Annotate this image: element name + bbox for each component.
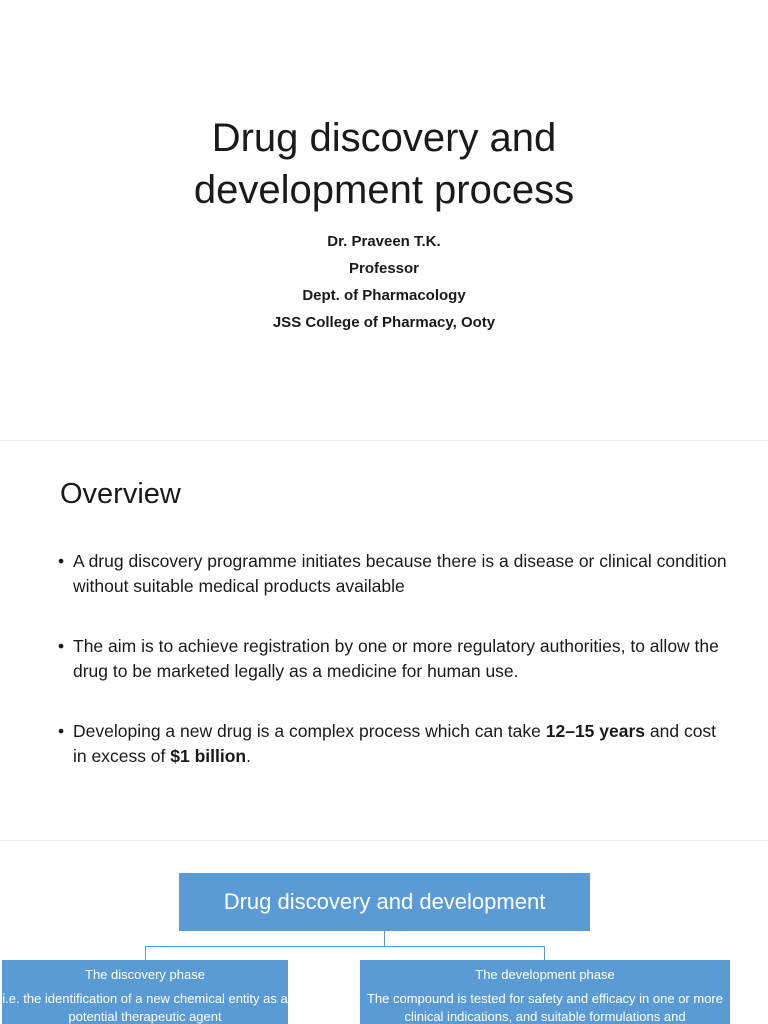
development-phase-box [360,960,730,1024]
connector-line [384,931,385,947]
bullet-item [58,549,728,598]
author-block [0,228,768,336]
overview-bullets [58,549,728,804]
author-department: Dept. of Pharmacology [302,287,466,304]
development-phase-heading: The development phase [475,967,615,982]
top-box: Drug discovery and development [179,873,590,931]
title-line-1: Drug discovery and [211,116,557,160]
title-slide [0,0,768,440]
author-name: Dr. Praveen T.K. [327,233,441,250]
discovery-phase-body: i.e. the identification of a new chemical entity as a potential therapeutic agent [2,991,288,1024]
discovery-phase-box [2,960,288,1024]
connector-line [544,946,545,960]
bullet-dot: • [58,551,65,571]
bullet-cost: $1 billion [170,745,247,766]
bullet-text: A drug discovery programme initiates because there is a disease or clinical condition without suitable medical products available [73,551,727,596]
bullet-text: The aim is to achieve registration by one or more regulatory authorities, to allow the drug to be marketed legally as a medicine for human use. [73,636,719,681]
bullet-text-part: and cost in excess of [73,721,717,766]
bullet-text-part: Developing a new drug is a complex process which can take [73,721,546,741]
connector-line [145,946,545,947]
slide-title [0,112,768,216]
bullet-duration: 12–15 years [545,721,646,741]
development-phase-body: The compound is tested for safety and efficacy in one or more clinical indications, and suitable formulations and [366,991,723,1024]
discovery-phase-heading: The discovery phase [85,967,205,982]
bullet-dot: • [58,636,65,656]
author-institution: JSS College of Pharmacy, Ooty [272,314,496,331]
bullet-dot: • [58,721,65,741]
title-line-2: development process [193,168,575,212]
diagram-slide [0,840,768,1024]
bullet-text-part: . [246,745,252,766]
overview-slide [0,440,768,840]
bullet-item [58,719,728,768]
author-position: Professor [348,260,420,277]
bullet-item [58,634,728,683]
connector-line [145,946,146,960]
overview-heading: Overview [60,478,181,510]
